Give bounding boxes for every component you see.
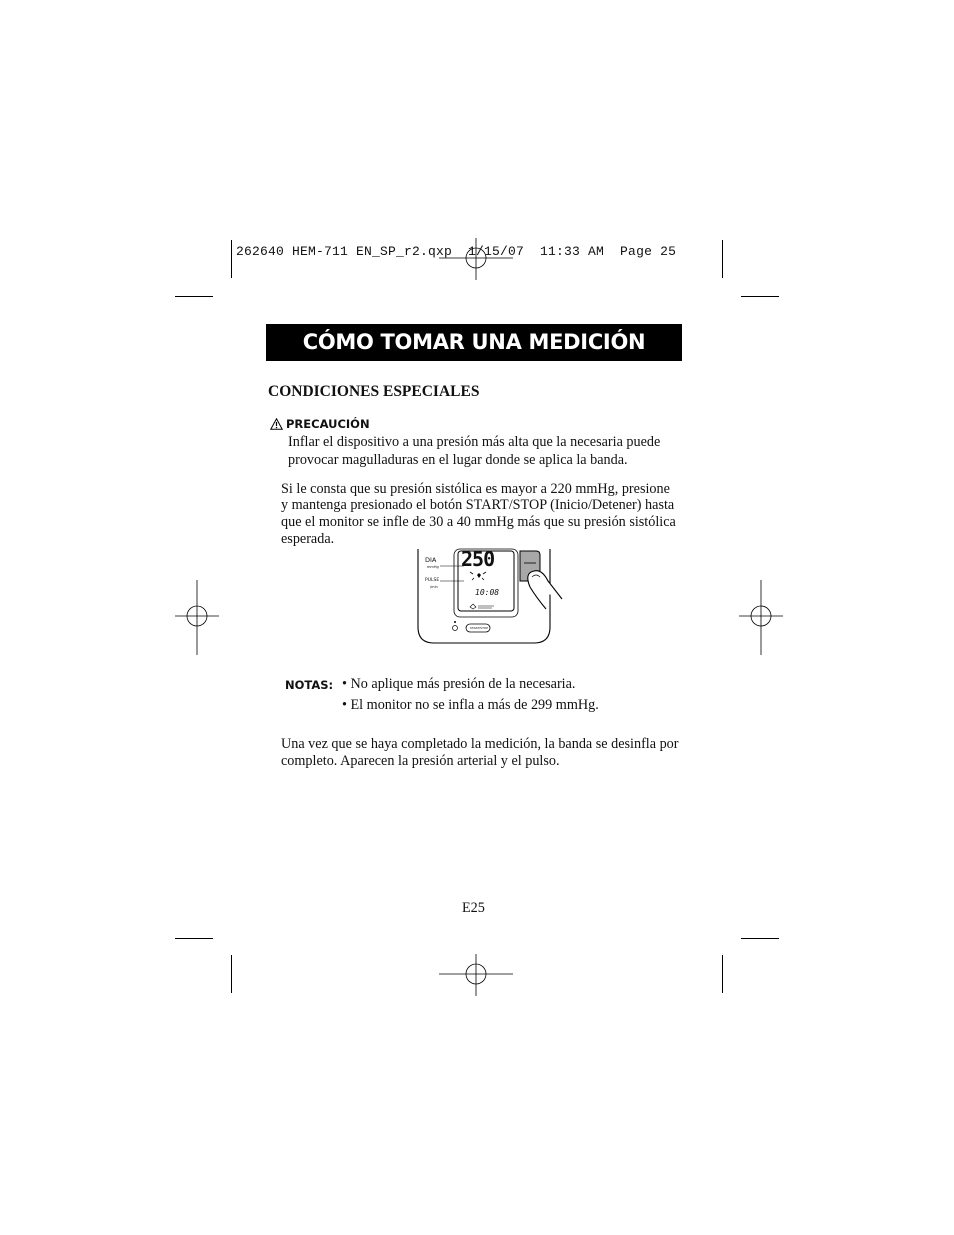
crop-mark-top-right-vertical: [722, 240, 723, 278]
dia-unit: mmHg: [427, 565, 439, 569]
caution-label: PRECAUCIÓN: [286, 417, 370, 431]
page-number: E25: [462, 900, 485, 916]
file-info-header: 262640 HEM-711 EN_SP_r2.qxp 1/15/07 11:33 AM Page 25: [236, 244, 677, 259]
pulse-unit: /min: [430, 585, 438, 589]
crop-mark-top-left-vertical: [231, 240, 232, 278]
section-heading: CONDICIONES ESPECIALES: [268, 383, 480, 400]
display-systolic-value: 250: [461, 547, 495, 571]
paragraph-1-line-2: y mantenga presionado el botón START/STOP (Inicio/Detener) hasta: [281, 497, 675, 513]
page-title: CÓMO TOMAR UNA MEDICIÓN: [302, 330, 646, 354]
paragraph-1-line-1: Si le consta que su presión sistólica es mayor a 220 mmHg, presione: [281, 481, 670, 497]
caution-line-1: Inflar el dispositivo a una presión más alta que la necesaria puede: [288, 434, 661, 450]
paragraph-1-line-4: esperada.: [281, 531, 335, 547]
paragraph-2-line-2: completo. Aparecen la presión arterial y el pulso.: [281, 753, 560, 769]
notes-label: NOTAS:: [285, 678, 334, 692]
crop-mark-bottom-left-vertical: [231, 955, 232, 993]
paragraph-2-line-1: Una vez que se haya completado la medición, la banda se desinfla por: [281, 736, 679, 752]
crop-mark-bottom-right-horizontal: [741, 938, 779, 939]
crop-mark-bottom-left-horizontal: [175, 938, 213, 939]
start-stop-button: START/STOP: [469, 626, 489, 630]
title-bar: [266, 324, 682, 361]
registration-target-left-icon: [172, 578, 222, 658]
dia-label: DIA: [425, 556, 437, 564]
registration-target-right-icon: [736, 578, 786, 658]
display-time-value: 10:08: [475, 588, 500, 597]
paragraph-1-line-3: que el monitor se infle de 30 a 40 mmHg más que su presión sistólica: [281, 514, 676, 530]
note-item-2: • El monitor no se infla a más de 299 mmHg.: [342, 697, 599, 713]
caution-line-2: provocar magulladuras en el lugar donde se aplica la banda.: [288, 452, 628, 468]
pulse-label: PULSE: [425, 578, 440, 583]
registration-target-bottom-icon: [436, 950, 516, 1000]
crop-mark-top-right-horizontal: [741, 296, 779, 297]
note-item-1: • No aplique más presión de la necesaria.: [342, 676, 576, 692]
crop-mark-bottom-right-vertical: [722, 955, 723, 993]
crop-mark-top-left-horizontal: [175, 296, 213, 297]
warning-triangle-icon: [270, 418, 283, 430]
